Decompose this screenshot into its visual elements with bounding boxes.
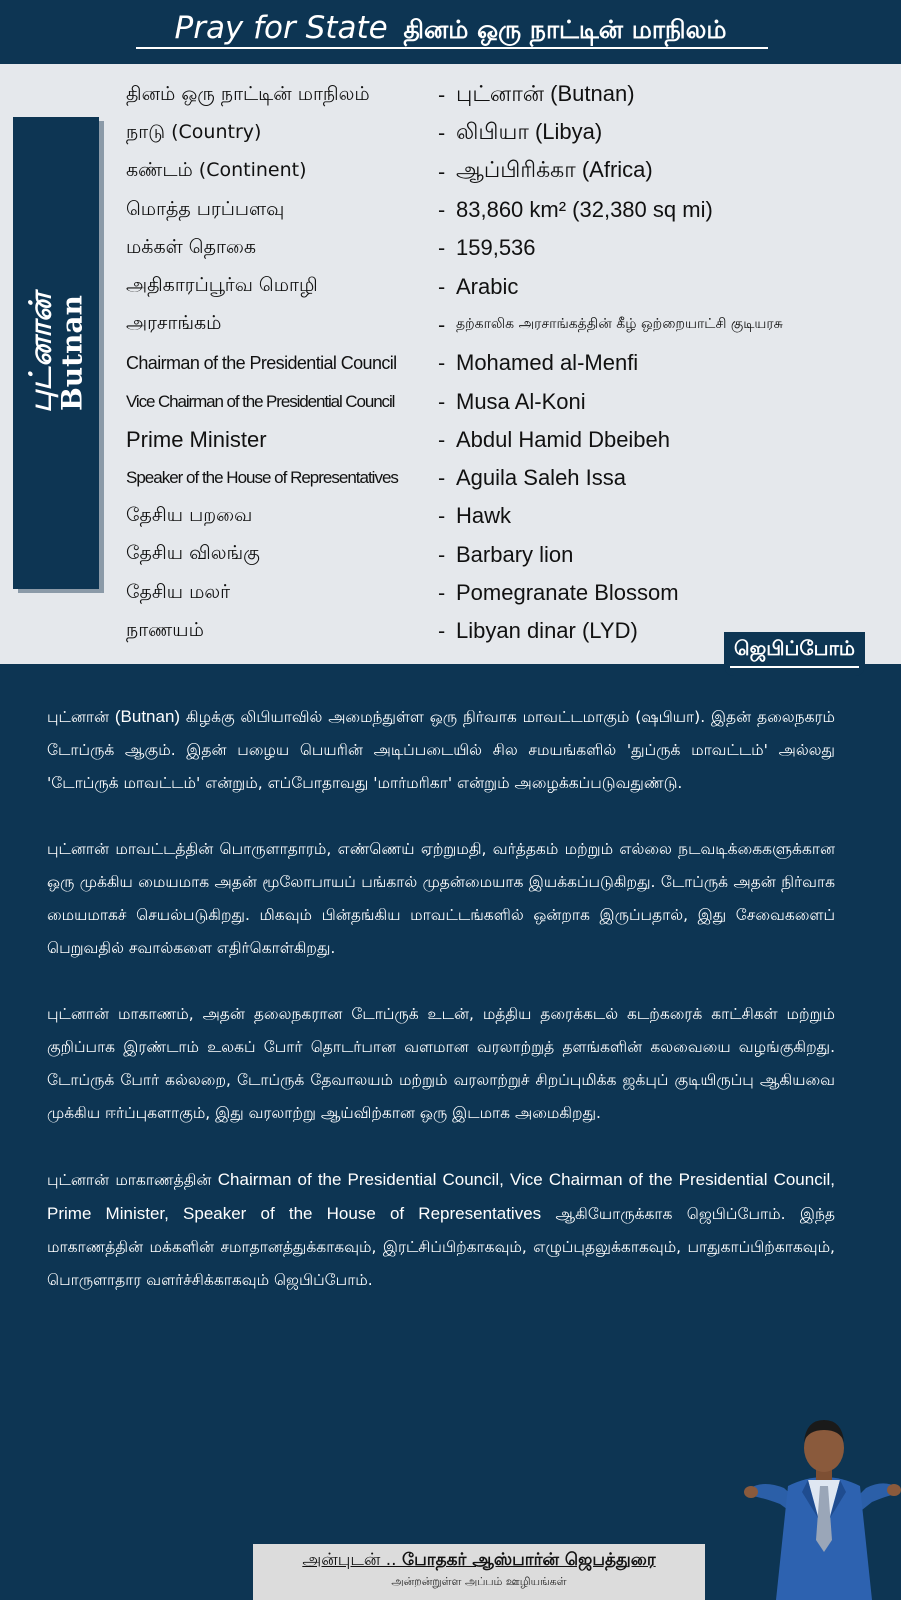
info-label: Prime Minister (126, 426, 267, 452)
state-name-vertical (23, 292, 89, 414)
footer-author (253, 1550, 705, 1572)
paragraph-text-en: Chairman of the Presidential Council, Vice Chairman of the Presidential Council, Prime Minister, Speaker of the House of Representatives (47, 1170, 835, 1223)
info-value: தற்காலிக அரசாங்கத்தின் கீழ் ஒற்றையாட்சி குடியரசு (456, 315, 783, 332)
state-name-english: Butnan (55, 295, 89, 411)
info-value: Aguila Saleh Issa (456, 465, 626, 491)
paragraph-text-en: (Butnan) (114, 707, 181, 726)
info-label: நாடு (Country) (126, 120, 262, 143)
paragraph-text: புட்னான் மாவட்டத்தின் பொருளாதாரம், எண்ணெய் ஏற்றுமதி, வர்த்தகம் மற்றும் எல்லை நடவடிக்கைகளுக்கான ஒரு முக்கிய மையமாக அதன் மூலோபாயப் பங்கால் முதன்மையாக இயக்கப்படுகிறது. டோப்ருக் அதன் நிர்வாக மையமாகச் செயல்படுகிறது. மிகவும் பின்தங்கிய மாவட்டங்களில் ஒன்றாக இருப்பதால், இது சேவைகளைப் பெறுவதில் சவால்களை எதிர்கொள்கிறது. (47, 840, 835, 957)
title-underline (136, 47, 768, 49)
info-value: ஆப்பிரிக்கா (Africa) (456, 157, 653, 183)
info-value: Mohamed al-Menfi (456, 350, 639, 376)
info-row-continent (126, 153, 896, 191)
info-row-country (126, 114, 896, 152)
info-dash: - (438, 504, 446, 529)
info-row-animal (126, 536, 896, 574)
paragraph-text: புட்னான் (47, 708, 115, 726)
info-row-vice-chairman (126, 382, 896, 420)
info-label: மொத்த பரப்பளவு (126, 197, 285, 220)
footer-prefix: அன்புடன் .. (302, 1550, 402, 1570)
info-dash: - (438, 236, 446, 261)
info-value: லிபியா (Libya) (456, 118, 603, 144)
info-row-prime-minister (126, 421, 896, 459)
info-value: Libyan dinar (LYD) (456, 618, 638, 644)
info-row-population (126, 229, 896, 267)
info-dash: - (438, 619, 446, 644)
info-row-flower (126, 574, 896, 612)
info-value: Hawk (456, 503, 512, 529)
info-dash: - (438, 83, 446, 108)
info-dash: - (438, 581, 446, 605)
state-name-tab (13, 117, 99, 589)
paragraph-intro (47, 700, 835, 800)
info-dash: - (438, 542, 446, 567)
info-row-bird (126, 497, 896, 535)
info-label: மக்கள் தொகை (126, 235, 257, 258)
info-dash: - (438, 466, 446, 491)
info-table (126, 76, 896, 650)
info-value: Pomegranate Blossom (456, 580, 679, 605)
state-name-tamil: புட்னான் (23, 292, 59, 414)
info-row-government (126, 306, 896, 344)
info-dash: - (438, 274, 446, 299)
info-label: தினம் ஒரு நாட்டின் மாநிலம் (126, 82, 370, 105)
info-label: அரசாங்கம் (126, 312, 222, 335)
info-label: தேசிய பறவை (126, 503, 253, 526)
info-label: Chairman of the Presidential Council (126, 352, 397, 373)
paragraph-economy (47, 833, 835, 965)
paragraph-text: கிழக்கு லிபியாவில் அமைந்துள்ள ஒரு நிர்வாக மாவட்டமாகும் (ஷபியா). இதன் தலைநகரம் டோப்ருக் ஆகும். இதன் பழைய பெயரின் அடிப்படையில் சில சமயங்களில் 'துப்ருக் மாவட்டம்' அல்லது 'டோப்ருக் மாவட்டம்' என்றும், எப்போதாவது 'மார்மரிகா' என்றும் அழைக்கப்படுவதுண்டு. (47, 708, 835, 792)
info-dash: - (438, 389, 446, 414)
header-banner (0, 0, 901, 64)
info-value: Musa Al-Koni (456, 388, 586, 414)
info-dash: - (438, 351, 446, 376)
info-label: அதிகாரப்பூர்வ மொழி (126, 274, 318, 297)
info-label: தேசிய விலங்கு (126, 542, 260, 565)
info-row-area (126, 191, 896, 229)
paragraph-text: புட்னான் மாகாணம், அதன் தலைநகரான டோப்ருக் உடன், மத்திய தரைக்கடல் கடற்கரைக் காட்சிகள் மற்றும் குறிப்பாக இரண்டாம் உலகப் போர் தொடர்பான வளமான வரலாற்றுத் தளங்களின் கலவையை வழங்குகிறது. டோப்ருக் போர் கல்லறை, டோப்ருக் தேவாலயம் மற்றும் வரலாற்றுச் சிறப்புமிக்க ஜக்புப் குடியிருப்பு ஆகியவை முக்கிய ஈர்ப்புகளாகும், இது வரலாற்று ஆய்விற்கான ஒரு இடமாக அமைகிறது. (47, 1005, 835, 1122)
paragraph-text: புட்னான் மாகாணத்தின் (47, 1171, 218, 1189)
title-tamil: தினம் ஒரு நாட்டின் மாநிலம் (403, 15, 727, 44)
info-value: Barbary lion (456, 541, 574, 567)
info-label: Speaker of the House of Representatives (126, 468, 398, 488)
info-dash: - (438, 159, 446, 184)
info-value: Abdul Hamid Dbeibeh (456, 426, 671, 452)
pastor-photo (744, 1368, 901, 1600)
info-value: 159,536 (456, 235, 536, 261)
info-value: புட்னான் (Butnan) (456, 80, 635, 106)
paragraph-history (47, 998, 835, 1130)
paragraph-prayer (47, 1163, 835, 1297)
info-value: Arabic (456, 273, 519, 299)
info-dash: - (438, 312, 446, 337)
info-dash: - (438, 427, 446, 452)
page-title (0, 10, 901, 48)
info-row-language (126, 267, 896, 305)
info-row-state (126, 76, 896, 114)
footer-signature (253, 1544, 705, 1600)
paragraph-text: ஆகியோருக்காக ஜெபிப்போம். இந்த மாகாணத்தின் மக்களின் சமாதானத்துக்காகவும், இரட்சிப்பிற்காகவும், எழுப்புதலுக்காகவும், பாதுகாப்பிற்காகவும், பொருளாதார வளர்ச்சிக்காகவும் ஜெபிப்போம். (47, 1205, 835, 1289)
info-value: 83,860 km² (32,380 sq mi) (456, 197, 713, 223)
description-body (47, 700, 835, 1330)
info-row-chairman (126, 344, 896, 382)
info-label: Vice Chairman of the Presidential Council (126, 391, 395, 411)
info-label: தேசிய மலர் (126, 580, 231, 603)
info-row-speaker (126, 459, 896, 497)
pray-badge-text: ஜெபிப்போம் (734, 636, 855, 660)
pray-badge (724, 632, 865, 676)
title-english: Pray for State (174, 10, 388, 46)
info-dash: - (438, 198, 446, 223)
info-label: கண்டம் (Continent) (126, 159, 307, 182)
info-label: நாணயம் (126, 618, 204, 641)
pray-badge-underline (730, 666, 859, 668)
footer-pastor-name: போதகர் ஆஸ்பார்ன் ஜெபத்துரை (402, 1550, 656, 1570)
info-dash: - (438, 121, 446, 146)
footer-ministry: அன்றன்றுள்ள அப்பம் ஊழியங்கள் (391, 1575, 567, 1588)
